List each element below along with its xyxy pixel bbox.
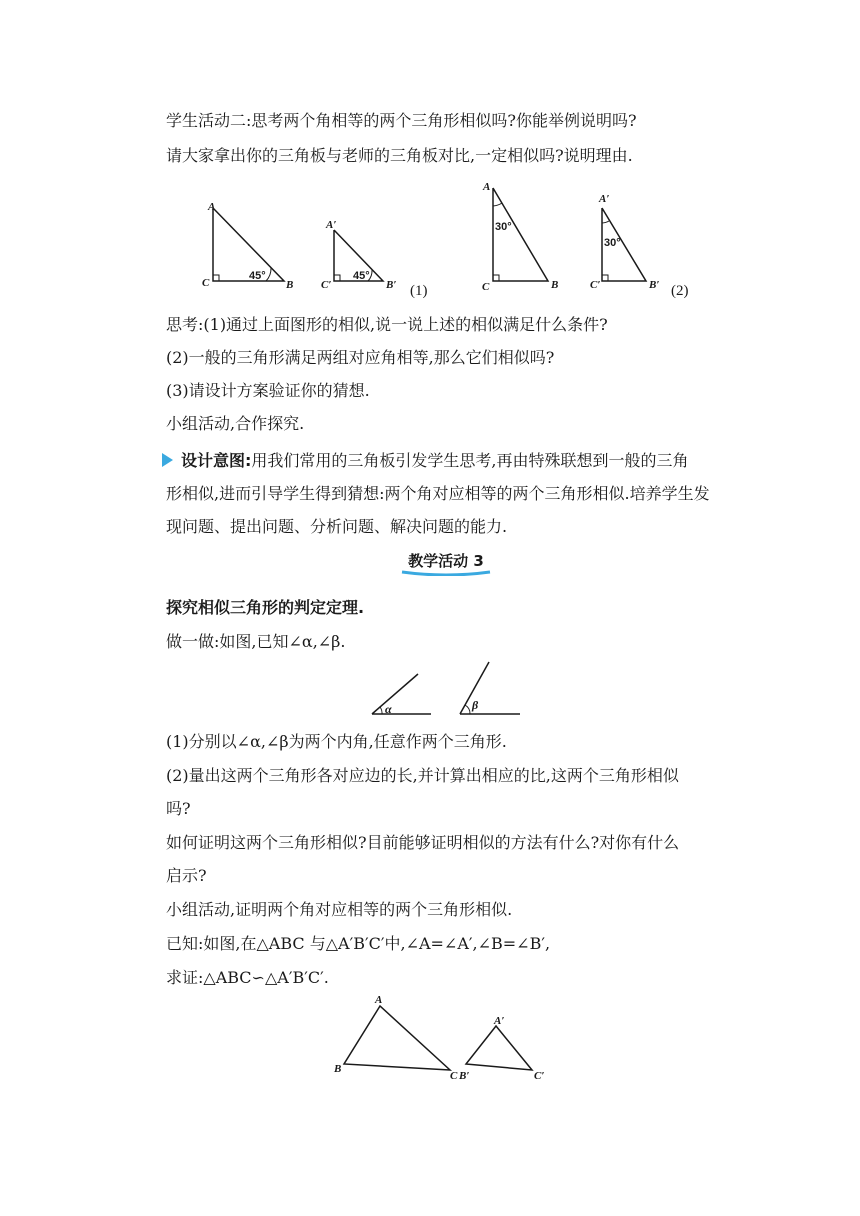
think-line1: 思考:(1)通过上面图形的相似,说一说上述的相似满足什么条件? — [166, 315, 608, 334]
angle-30-label: 30° — [495, 221, 512, 233]
design-intent-line3: 现问题、提出问题、分析问题、解决问题的能力. — [166, 517, 508, 536]
label-a-prime-30: A′ — [599, 193, 610, 205]
label-b-prime-fig3: B′ — [459, 1070, 470, 1082]
activity3-q2b: 吗? — [166, 799, 191, 818]
label-c-prime-fig3: C′ — [534, 1070, 545, 1082]
figure-number-2: (2) — [671, 283, 689, 299]
label-c-30: C — [482, 281, 490, 293]
label-a-30: A — [483, 181, 491, 193]
triangle-figure-1-2 — [190, 178, 710, 302]
label-b-fig3: B — [334, 1063, 342, 1075]
angle-45-label: 45° — [249, 270, 266, 282]
label-a-fig3: A — [375, 994, 383, 1006]
angle-45-label-2: 45° — [353, 270, 370, 282]
label-b-prime-30: B′ — [649, 279, 660, 291]
think-line3: (3)请设计方案验证你的猜想. — [166, 381, 370, 400]
label-b: B — [286, 279, 294, 291]
activity2-line2: 请大家拿出你的三角板与老师的三角板对比,一定相似吗?说明理由. — [166, 146, 633, 165]
design-intent-line2: 形相似,进而引导学生得到猜想:两个角对应相等的两个三角形相似.培养学生发 — [166, 484, 710, 503]
label-c-prime-30: C′ — [590, 279, 601, 291]
label-b-30: B — [551, 279, 559, 291]
activity3-q3a: 如何证明这两个三角形相似?目前能够证明相似的方法有什么?对你有什么 — [166, 833, 680, 852]
triangle-abc-30 — [493, 188, 548, 281]
alpha-label: α — [385, 702, 392, 716]
figure-number-1: (1) — [410, 283, 428, 299]
label-a-prime-fig3: A′ — [494, 1015, 505, 1027]
label-b-prime: B′ — [386, 279, 397, 291]
badge-text: 教学活动 3 — [408, 552, 484, 570]
label-c-fig3: C — [450, 1070, 458, 1082]
activity3-given: 已知:如图,在△ABC 与△A′B′C′中,∠A=∠A′,∠B=∠B′, — [166, 934, 551, 953]
beta-label: β — [472, 698, 479, 712]
design-intent-label: 设计意图: — [181, 451, 252, 470]
think-line4: 小组活动,合作探究. — [166, 414, 305, 433]
angle-30-label-2: 30° — [604, 237, 621, 249]
activity3-heading: 探究相似三角形的判定定理. — [166, 598, 365, 617]
teaching-activity-badge — [400, 548, 492, 576]
design-intent-line1 — [162, 450, 689, 472]
similar-triangles-figure — [326, 990, 566, 1086]
angle-alpha-beta-figure — [368, 656, 528, 718]
activity3-q2a: (2)量出这两个三角形各对应边的长,并计算出相应的比,这两个三角形相似 — [166, 766, 679, 785]
label-a-prime: A′ — [326, 219, 337, 231]
label-c: C — [202, 277, 210, 289]
design-intent-text1: 用我们常用的三角板引发学生思考,再由特殊联想到一般的三角 — [251, 451, 689, 470]
activity3-group: 小组活动,证明两个角对应相等的两个三角形相似. — [166, 900, 513, 919]
triangle-a2b2c2 — [466, 1026, 532, 1070]
activity3-prove: 求证:△ABC∽△A′B′C′. — [166, 968, 329, 987]
label-a: A — [208, 201, 216, 213]
triangle-arrow-icon — [162, 453, 173, 467]
activity3-q3b: 启示? — [166, 866, 207, 885]
activity2-line1: 学生活动二:思考两个角相等的两个三角形相似吗?你能举例说明吗? — [166, 111, 637, 130]
think-line2: (2)一般的三角形满足两组对应角相等,那么它们相似吗? — [166, 348, 555, 367]
triangle-abc — [344, 1006, 450, 1070]
activity3-doit: 做一做:如图,已知∠α,∠β. — [166, 632, 346, 651]
label-c-prime: C′ — [321, 279, 332, 291]
activity3-q1: (1)分别以∠α,∠β为两个内角,任意作两个三角形. — [166, 732, 507, 751]
